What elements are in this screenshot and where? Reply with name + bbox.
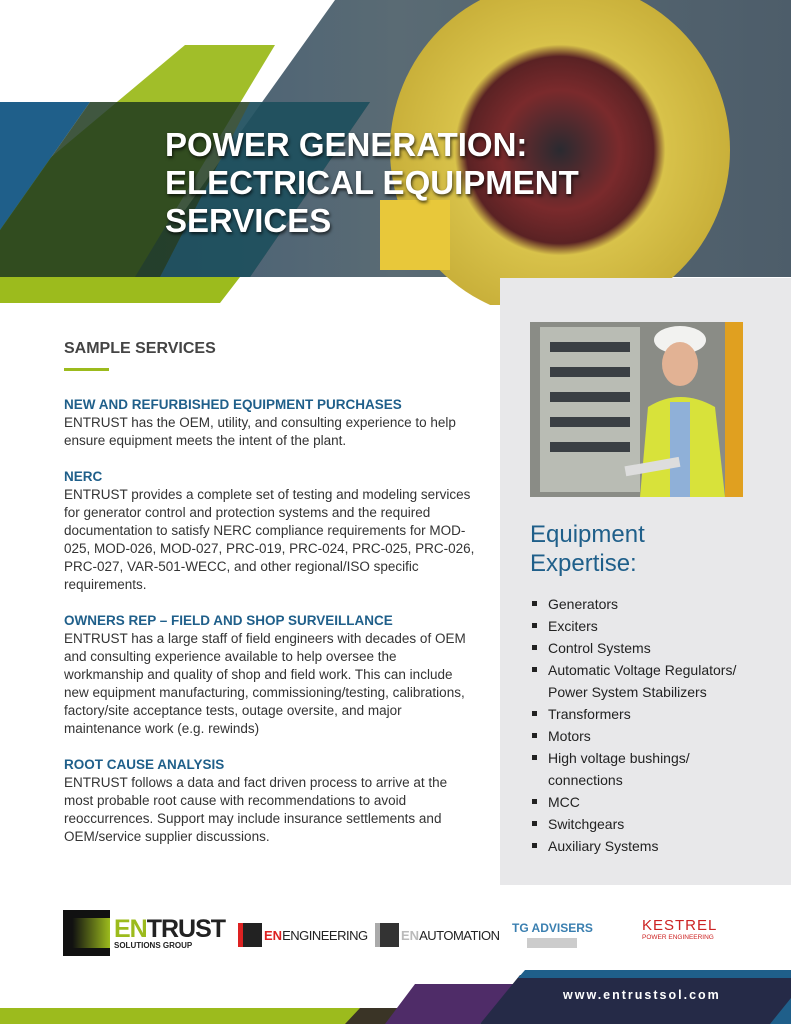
logo-text: EN [114, 914, 147, 943]
service-section [64, 756, 479, 846]
expertise-title-line: Expertise: [530, 550, 637, 577]
logo-text: KESTREL [642, 917, 718, 934]
service-section [64, 612, 479, 738]
expertise-item: Switchgears [530, 813, 736, 835]
expertise-item: Generators [530, 593, 736, 615]
logo-text: EN [401, 927, 420, 943]
hero-banner [0, 0, 791, 305]
expertise-title [530, 520, 645, 578]
expertise-title-line: Equipment [530, 521, 645, 548]
expertise-item: Exciters [530, 615, 736, 637]
service-section [64, 396, 479, 450]
service-title: NERC [64, 469, 103, 484]
sample-services [64, 340, 479, 864]
service-body: ENTRUST provides a complete set of testing and modeling services for generator control and protection systems and the required documentation to satisfy NERC compliance requirements for MOD-025, MOD-026, MOD-027, PRC-019, PRC-024, PRC-025, PRC-026, PRC-027, VAR-501-WECC, and other regional/ISO specific requirements. [64, 487, 475, 592]
expertise-item-continued: connections [548, 772, 623, 788]
expertise-item: High voltage bushings/ [530, 747, 736, 769]
expertise-item: Motors [530, 725, 736, 747]
expertise-item: Transformers [530, 703, 736, 725]
service-body: ENTRUST follows a data and fact driven process to arrive at the most probable root cause with recommendations to avoid reoccurrences. Support may include insurance settlements and OEM/service supplier discussions. [64, 775, 448, 844]
title-line: SERVICES [165, 202, 332, 239]
heading-underline [64, 368, 109, 371]
service-section [64, 468, 479, 594]
expertise-item: Control Systems [530, 637, 736, 659]
expertise-item: MCC [530, 791, 736, 813]
service-title: NEW AND REFURBISHED EQUIPMENT PURCHASES [64, 397, 402, 412]
logo-text: TRUST [146, 914, 226, 943]
partner-logos [0, 905, 791, 965]
logo-subtext: POWER ENGINEERING [642, 934, 714, 941]
logo-text: AUTOMATION [419, 927, 500, 943]
expertise-list [530, 593, 736, 857]
service-title: ROOT CAUSE ANALYSIS [64, 757, 225, 772]
logo-text: TG ADVISERS [512, 921, 593, 935]
kestrel-logo [632, 917, 717, 941]
title-line: POWER GENERATION: [165, 126, 528, 163]
page-title [165, 126, 579, 240]
logo-subtext: SOLUTIONS GROUP [114, 940, 193, 950]
title-line: ELECTRICAL EQUIPMENT [165, 164, 579, 201]
tg-advisers-logo [512, 921, 593, 948]
enautomation-logo [375, 923, 500, 947]
enengineering-logo [238, 923, 368, 947]
logo-text: ENGINEERING [282, 927, 368, 943]
logo-text: EN [264, 927, 283, 943]
service-body: ENTRUST has the OEM, utility, and consulting experience to help ensure equipment meets the intent of the plant. [64, 415, 456, 448]
entrust-logo [63, 910, 225, 956]
engineer-photo [530, 322, 743, 497]
section-heading: SAMPLE SERVICES [64, 340, 216, 357]
expertise-item-continued: Power System Stabilizers [548, 684, 707, 700]
service-title: OWNERS REP – FIELD AND SHOP SURVEILLANCE [64, 613, 393, 628]
service-body: ENTRUST has a large staff of field engineers with decades of OEM and consulting experience available to help oversee the workmanship and quality of shop and field work. This can include new equipment manufacturing, commissioning/testing, calibrations, factory/site acceptance tests, outage oversite, and major maintenance work (e.g. rewinds) [64, 631, 466, 736]
website-link[interactable]: www.entrustsol.com [563, 988, 721, 1002]
expertise-item: Automatic Voltage Regulators/ [530, 659, 736, 681]
expertise-item: Auxiliary Systems [530, 835, 736, 857]
